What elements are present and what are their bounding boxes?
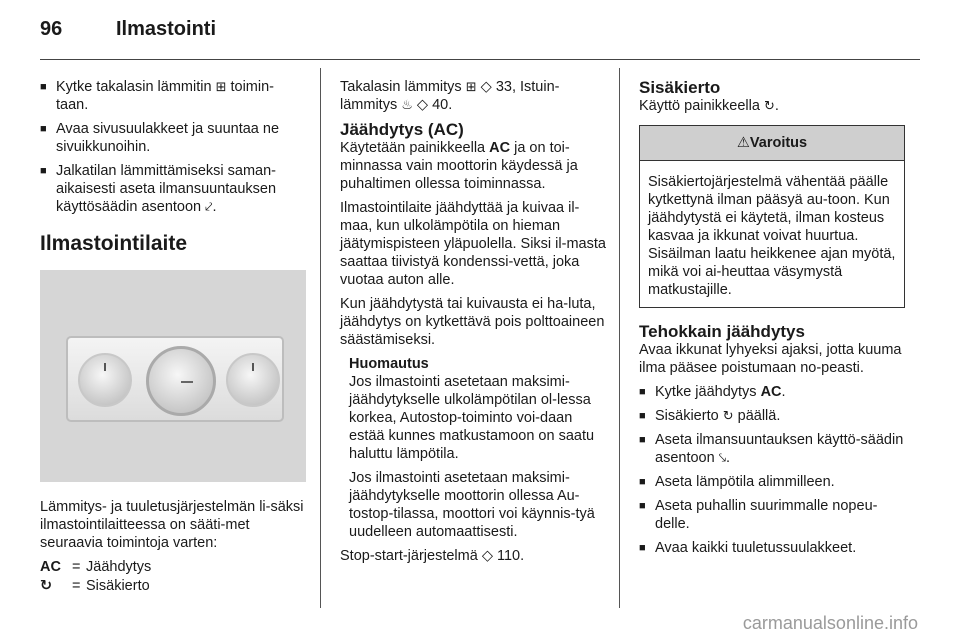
warning-box	[639, 125, 905, 308]
list-item: ■ Avaa sivusuulakkeet ja suuntaa ne sivuikkunoihin.	[40, 120, 306, 156]
rear-window-heater-icon: ⊞	[465, 79, 477, 94]
legend-value: Jäähdytys	[86, 559, 152, 575]
intro-paragraph: Takalasin lämmitys ⊞ ◇ 33, Istuin-lämmitys ♨ ◇ 40.	[340, 79, 560, 113]
list-item: ■ Avaa kaikki tuuletussuulakkeet.	[639, 539, 905, 557]
column-2	[340, 78, 606, 571]
legend-row: ↻ = Sisäkierto	[40, 578, 150, 594]
list-item: ■ Aseta ilmansuuntauksen käyttö-säädin asentoon ⤥.	[639, 431, 905, 467]
page-header	[40, 16, 920, 56]
note-paragraph: Jos ilmastointi asetetaan maksimi-jäähdytykselle ulkolämpötilan ol-lessa korkea, Autostop-toiminto voi-daan estää kunnes matkustamoon on saatu haluttu lämpötila.	[349, 374, 595, 462]
paragraph: Käytetään painikkeella AC ja on toi-minnassa vain moottorin käydessä ja puhaltimen ollessa toiminnassa.	[340, 140, 578, 192]
warning-title: ⚠Varoitus	[640, 126, 904, 161]
section-heading: Jäähdytys (AC)	[340, 120, 464, 139]
column-divider-1	[320, 68, 321, 608]
seat-heating-icon: ♨	[401, 97, 413, 112]
note-paragraph: Jos ilmastointi asetetaan maksimi-jäähdytykselle moottorin ollessa Au-tostop-tilassa, moottori voi käynnis-tyä uudelleen automaattisesti.	[349, 470, 595, 540]
section-heading: Sisäkierto	[639, 78, 721, 97]
legend-value: Sisäkierto	[86, 578, 150, 594]
header-rule	[40, 59, 920, 60]
airflow-knob	[146, 346, 216, 416]
page-title: Ilmastointi	[116, 18, 217, 40]
paragraph: Käyttö painikkeella ↻.	[639, 98, 779, 114]
list-item: ■ Sisäkierto ↻ päällä.	[639, 407, 905, 425]
list-item: ■ Kytke jäähdytys AC.	[639, 383, 905, 401]
paragraph: Kun jäähdytystä tai kuivausta ei ha-luta, jäähdytys on kytkettävä pois polttoaineen säästämiseksi.	[340, 296, 605, 348]
paragraph: Ilmastointilaite jäähdyttää ja kuivaa il-maa, kun ulkolämpötila on hieman jäätymispisteen yläpuolella. Siksi il-masta saattaa tiivistyä kondenssi-vettä, joka vuotaa auton alle.	[340, 200, 606, 288]
page-number: 96	[40, 18, 63, 40]
watermark: carmanualsonline.info	[742, 613, 918, 633]
rear-window-heater-icon: ⊞	[215, 79, 227, 94]
recirculation-icon: ↻	[763, 98, 775, 113]
list-item: ■ Kytke takalasin lämmitin ⊞ toimin-taan.	[40, 78, 306, 114]
section-heading: Ilmastointilaite	[40, 232, 188, 255]
column-3	[639, 78, 905, 563]
column-1	[40, 78, 306, 596]
fan-knob	[78, 353, 132, 407]
column-divider-2	[619, 68, 620, 608]
airflow-direction-icon: ⤥	[718, 450, 727, 465]
note-box	[340, 355, 606, 541]
section-heading: Tehokkain jäähdytys	[639, 322, 805, 341]
list-item: ■ Jalkatilan lämmittämiseksi saman-aikaisesti aseta ilmansuuntauksen käyttösäädin asentoon ⤦.	[40, 162, 306, 216]
temperature-knob	[226, 353, 280, 407]
legend-row: AC = Jäähdytys	[40, 559, 152, 575]
list-item: ■ Aseta puhallin suurimmalle nopeu-delle.	[639, 497, 905, 533]
control-panel	[66, 336, 284, 422]
cross-reference: Stop-start-järjestelmä ◇ 110.	[340, 548, 525, 564]
list-item: ■ Aseta lämpötila alimmilleen.	[639, 473, 905, 491]
warning-text: Sisäkiertojärjestelmä vähentää päälle kytkettynä ilman pääsyä au-toon. Kun jäähdytystä ei käytetä, ilman kosteus kasvaa ja ikkunat voivat huurtua. Sisäilman laatu heikkenee ajan myötä, mikä voi ai-heuttaa väsymystä matkustajille.	[648, 174, 896, 298]
note-heading: Huomautus	[349, 356, 429, 372]
climate-control-panel-image	[40, 270, 306, 482]
footwell-airflow-icon: ⤦	[205, 199, 213, 214]
image-caption: Lämmitys- ja tuuletusjärjestelmän li-säksi ilmastointilaitteessa on sääti-met seuraavia toimintoja varten:	[40, 499, 304, 551]
legend-key: AC	[40, 559, 61, 575]
recirculation-icon: ↻	[40, 578, 53, 594]
paragraph: Avaa ikkunat lyhyeksi ajaksi, jotta kuuma ilma pääsee poistumaan no-peasti.	[639, 342, 902, 376]
recirculation-icon: ↻	[722, 408, 734, 423]
